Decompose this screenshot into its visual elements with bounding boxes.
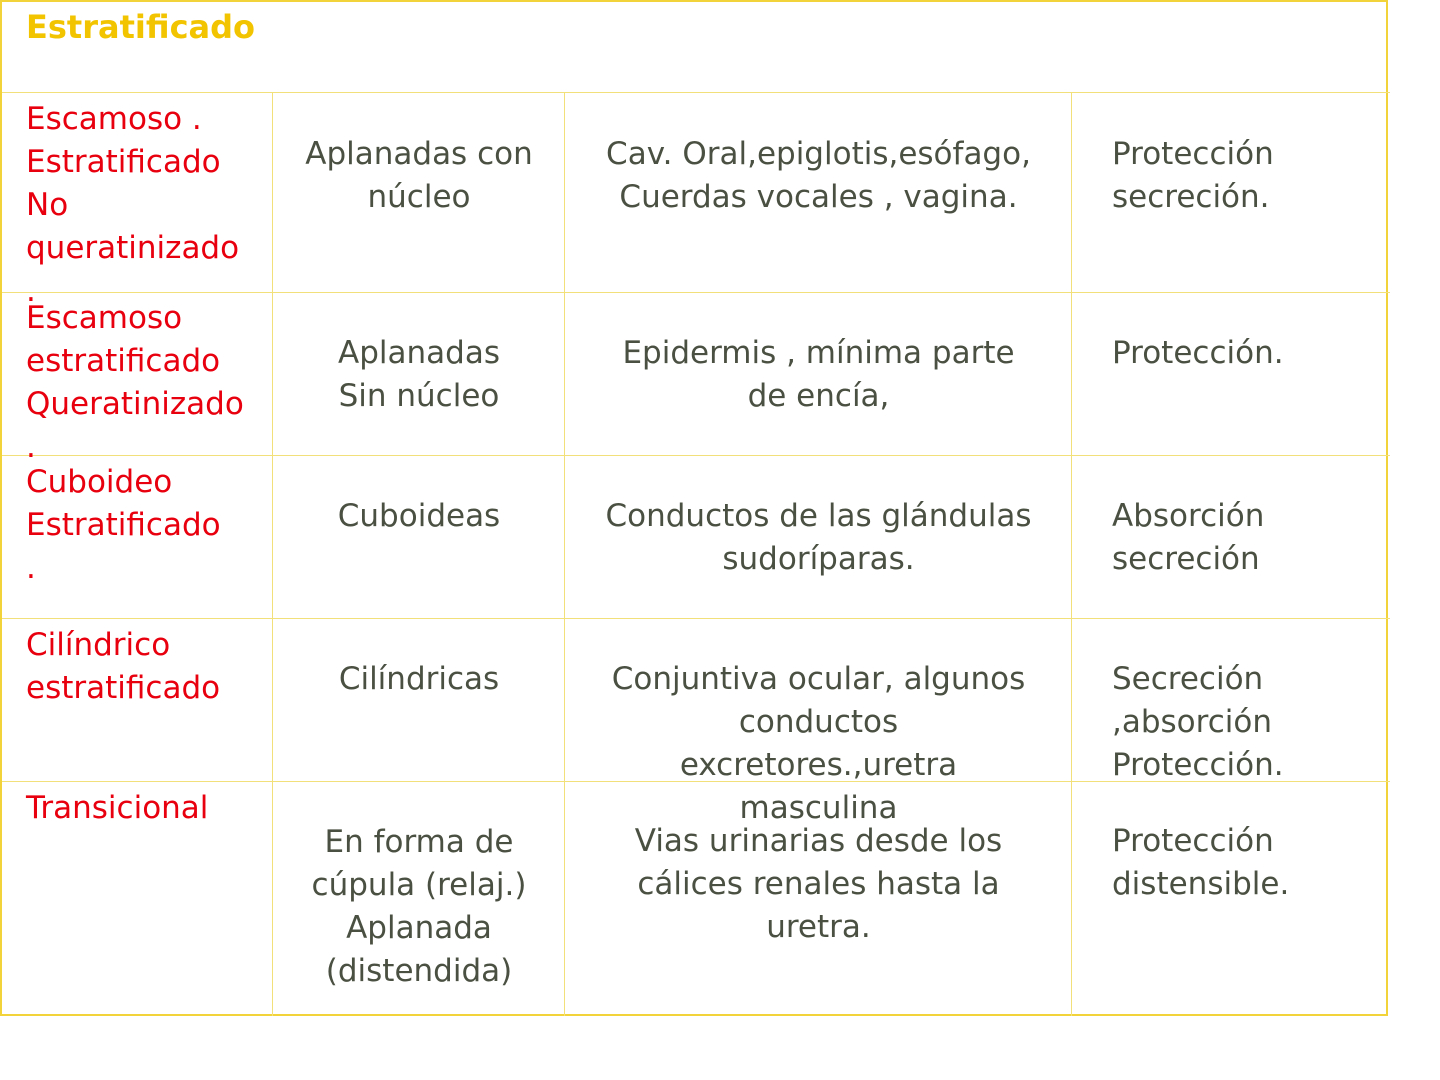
- row-divider: [2, 618, 1390, 619]
- shape-cell: Cilíndricas: [338, 661, 500, 697]
- location-cell: Conductos de las glándulas sudoríparas.: [605, 498, 1032, 577]
- table-title: Estratificado: [26, 8, 256, 46]
- type-cell: Escamoso estratificado Queratinizado .: [26, 300, 244, 465]
- row-divider: [2, 92, 1390, 93]
- shape-cell: Aplanadas Sin núcleo: [338, 335, 500, 414]
- location-cell: Conjuntiva ocular, algunos conductos excretores.,uretra masculina: [611, 661, 1026, 826]
- type-cell: Escamoso . Estratificado No queratinizado .: [26, 101, 240, 309]
- shape-cell: Aplanadas con núcleo: [305, 136, 533, 215]
- function-cell: Protección.: [1112, 335, 1284, 371]
- type-cell: Cilíndrico estratificado: [26, 627, 221, 706]
- location-cell: Cav. Oral,epiglotis,esófago, Cuerdas vocales , vagina.: [606, 136, 1031, 215]
- type-cell: Transicional: [26, 790, 209, 826]
- function-cell: Protección secreción.: [1112, 136, 1274, 215]
- function-cell: Secreción ,absorción Protección.: [1112, 661, 1284, 783]
- function-cell: Absorción secreción: [1112, 498, 1265, 577]
- function-cell: Protección distensible.: [1112, 823, 1290, 902]
- type-cell: Cuboideo Estratificado .: [26, 464, 221, 586]
- location-cell: Epidermis , mínima parte de encía,: [622, 335, 1015, 414]
- location-cell: Vias urinarias desde los cálices renales hasta la uretra.: [634, 823, 1003, 945]
- shape-cell: En forma de cúpula (relaj.) Aplanada (distendida): [311, 824, 527, 989]
- shape-cell: Cuboideas: [337, 498, 501, 534]
